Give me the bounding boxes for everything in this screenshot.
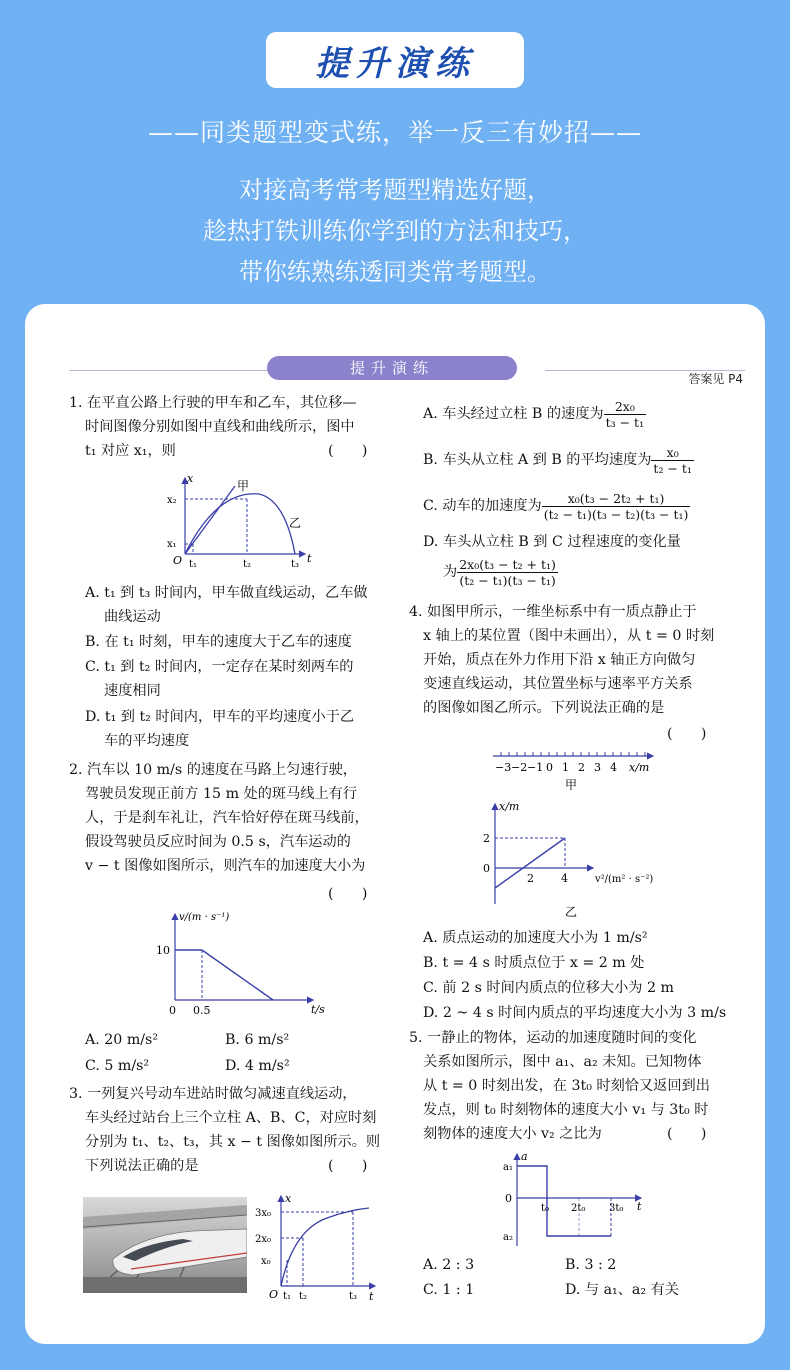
q2-option-a: A. 20 m/s² [85,1032,159,1048]
q5-option-a: A. 2 : 3 [423,1257,475,1273]
q3-x-axis-label: t [369,1290,374,1302]
q1-option-a-cont: 曲线运动 [104,609,161,625]
train-photo [83,1197,247,1293]
q3-stem-line: 分别为 t₁、t₂、t₃，其 x − t 图像如图所示。则 [85,1134,381,1150]
q4-option-c: C. 前 2 s 时间内质点的位移大小为 2 m [423,980,674,996]
q4-stem-line: 4. 如图甲所示，一维坐标系中有一质点静止于 [409,604,697,620]
q4-y2-label: 2 [483,832,490,845]
q1-t1-label: t₁ [189,559,198,570]
q3-option-b [423,444,694,476]
q4-fig-a-label: 甲 [565,778,578,792]
q2-y-axis-label [179,912,229,923]
q4-x-v2-graph [477,798,697,920]
q5-stem-line: 5. 一静止的物体，运动的加速度随时间的变化 [409,1030,697,1046]
q3-option-b-denominator: t₂ − t₁ [653,460,692,476]
q3-option-d-denominator: (t₂ − t₁)(t₃ − t₁) [459,572,556,588]
q3-y-axis-label: x [285,1192,292,1205]
q4-fig-b-label: 乙 [565,905,578,919]
q5-3t0-label: 3t₀ [609,1203,624,1214]
q4-number-line [487,744,687,794]
q4-stem-line: 变速直线运动，其位置坐标与速率平方关系 [423,676,693,692]
q4-option-d: D. 2 ~ 4 s 时间内质点的平均速度大小为 3 m/s [423,1005,727,1021]
q3-option-c [423,490,690,522]
q2-stem-line: v − t 图像如图所示，则汽车的加速度大小为 [85,858,366,874]
section-header: 提升演练 [267,356,517,380]
q2-answer-blank: ( ) [328,886,368,902]
q1-option-a: A. t₁ 到 t₃ 时间内，甲车做直线运动，乙车做 [85,585,368,601]
q3-option-d-numerator: 2x₀(t₃ − t₂ + t₁) [459,556,556,572]
q4-tick-label: 3 [594,761,601,774]
q2-x-axis-label: t/s [311,1003,325,1016]
q1-option-d-cont: 车的平均速度 [104,733,190,749]
q4-stem-line: 开始，质点在外力作用下沿 x 轴正方向做匀 [423,652,696,668]
q2-stem-line: 假设驾驶员反应时间为 0.5 s，汽车运动的 [85,834,351,850]
q3-stem-line: 3. 一列复兴号动车进站时做匀减速直线运动， [69,1086,357,1102]
q3-option-d: D. 车头从立柱 B 到 C 过程速度的变化量 [423,534,681,550]
q1-t3-label: t₃ [291,559,300,570]
q1-x1-label: x₁ [167,539,177,550]
q3-option-a-denominator: t₃ − t₁ [605,414,645,430]
q4-answer-blank: ( ) [667,726,707,742]
q3-answer-blank: ( ) [328,1158,368,1174]
q5-stem-line: 刻物体的速度大小 v₂ 之比为 [423,1126,602,1142]
q3-option-b-text: B. 车头从立柱 A 到 B 的平均速度为 [423,452,652,468]
q1-x2-label: x₂ [167,495,177,506]
q3-option-a-text: A. 车头经过立柱 B 的速度为 [423,406,604,422]
intro-text [0,170,790,293]
q2-y-axis-label-text: v/(m · s⁻¹) [179,912,230,923]
subtitle: ——同类题型变式练，举一反三有妙招—— [147,118,642,147]
q3-stem-line: 车头经过站台上三个立柱 A、B、C，对应时刻 [85,1110,377,1126]
q3-option-c-fraction [542,491,691,522]
worksheet-card [25,304,765,1344]
q3-option-c-text: C. 动车的加速度为 [423,498,542,514]
q5-stem-line: 关系如图所示，图中 a₁、a₂ 未知。已知物体 [423,1054,702,1070]
q3-option-b-fraction [651,445,694,476]
q3-option-d-fraction [457,557,558,588]
title-banner [266,32,524,88]
q3-x0-label: x₀ [261,1256,271,1267]
q1-x-axis-label: t [307,552,312,565]
q5-t0-label: t₀ [541,1203,550,1214]
q5-stem-line: 发点，则 t₀ 时刻物体的速度大小 v₁ 与 3t₀ 时 [423,1102,709,1118]
intro-line: 趁热打铁训练你学到的方法和技巧， [203,217,587,245]
q3-option-d-cont [443,556,558,588]
q5-option-d: D. 与 a₁、a₂ 有关 [565,1282,679,1298]
q1-jia-label: 甲 [237,479,250,493]
q3-option-b-numerator: x₀ [651,445,694,461]
q3-t2-label: t₂ [299,1291,308,1302]
q2-option-d: D. 4 m/s² [225,1058,290,1074]
q5-x-axis-label: t [637,1200,642,1213]
q1-origin-label: O [173,554,183,567]
q4-tick-label: 1 [562,761,569,774]
q1-option-d: D. t₁ 到 t₂ 时间内，甲车的平均速度小于乙 [85,709,355,725]
q4-stem-line: x 轴上的某位置（图中未画出），从 t = 0 时刻 [423,628,715,644]
q4-x-axis-label: v²/(m² · s⁻²) [595,874,654,885]
q3-option-c-numerator: x₀(t₃ − 2t₂ + t₁) [542,491,691,507]
q2-stem-line: 人，于是刹车礼让，汽车恰好停在斑马线前， [85,810,369,826]
banner-title: 提升演练 [315,43,475,84]
q5-origin-label: 0 [505,1192,512,1205]
q1-xt-graph [165,472,315,572]
q4-y-axis-label: x/m [499,800,520,813]
q1-stem-line: 1. 在平直公路上行驶的甲车和乙车，其位移— [69,395,357,411]
q1-option-c-cont: 速度相同 [104,683,161,699]
q5-at-graph [501,1150,651,1250]
header-rule [69,370,269,371]
intro-line: 带你练熟练透同类常考题型。 [239,258,551,286]
q5-stem-line: 从 t = 0 时刻出发，在 3t₀ 时刻恰又返回到出 [423,1078,710,1094]
q4-x2-label: 2 [527,872,534,885]
q1-stem-line: 时间图像分别如图中直线和曲线所示，图中 [85,419,355,435]
q4-tick-label: 4 [610,761,617,774]
q4-option-a: A. 质点运动的加速度大小为 1 m/s² [423,930,648,946]
q5-y-axis-label: a [521,1150,528,1163]
q4-tick-label: −1 [527,761,544,774]
q3-origin-label: O [269,1288,279,1301]
worksheet-page [25,304,765,1344]
q5-a2-label: a₂ [503,1232,513,1243]
q5-option-b: B. 3 : 2 [565,1257,617,1273]
answer-reference: 答案见 P4 [688,372,743,386]
q2-v10-label: 10 [156,944,170,957]
q3-2x0-label: 2x₀ [255,1234,272,1245]
q2-option-c: C. 5 m/s² [85,1058,150,1074]
q1-y-axis-label: x [187,472,194,485]
q4-tick-label: −3 [495,761,512,774]
q3-option-a-numerator: 2x₀ [604,399,647,415]
q5-option-c: C. 1 : 1 [423,1282,475,1298]
q3-option-c-denominator: (t₂ − t₁)(t₃ − t₂)(t₃ − t₁) [543,506,689,522]
q2-vt-graph [153,908,333,1018]
q4-axis-unit: x/m [629,761,650,774]
q5-answer-blank: ( ) [667,1126,707,1142]
q1-yi-label: 乙 [289,516,302,530]
q3-3x0-label: 3x₀ [255,1208,272,1219]
q1-answer-blank: ( ) [328,443,368,459]
q3-option-a-fraction [604,399,647,430]
q2-stem-line: 驾驶员发现正前方 15 m 处的斑马线上有行 [85,786,358,802]
q3-t1-label: t₁ [283,1291,292,1302]
q4-option-b: B. t = 4 s 时质点位于 x = 2 m 处 [423,955,645,971]
q2-option-b: B. 6 m/s² [225,1032,290,1048]
q3-option-d-text: 为 [443,564,458,580]
q3-option-a [423,398,646,430]
q1-option-b: B. 在 t₁ 时刻，甲车的速度大于乙车的速度 [85,634,352,650]
q1-stem-line: t₁ 对应 x₁，则 [85,443,176,459]
q4-tick-label: 0 [546,761,553,774]
q4-x4-label: 4 [561,872,568,885]
q3-xt-graph [251,1190,381,1302]
q4-stem-line: 的图像如图乙所示。下列说法正确的是 [423,700,665,716]
q1-t2-label: t₂ [243,559,252,570]
q2-t05-label: 0.5 [193,1004,211,1017]
intro-line: 对接高考常考题型精选好题， [239,176,551,204]
q4-origin-label: 0 [483,862,490,875]
q3-stem-line: 下列说法正确的是 [85,1158,199,1174]
q2-stem-line: 2. 汽车以 10 m/s 的速度在马路上匀速行驶， [69,762,357,778]
q4-tick-label: 2 [578,761,585,774]
q5-a1-label: a₁ [503,1162,513,1173]
q4-tick-label: −2 [511,761,528,774]
q1-option-c: C. t₁ 到 t₂ 时间内，一定存在某时刻两车的 [85,659,354,675]
q5-2t0-label: 2t₀ [571,1203,586,1214]
q2-origin-label: 0 [169,1004,176,1017]
q3-t3-label: t₃ [349,1291,358,1302]
